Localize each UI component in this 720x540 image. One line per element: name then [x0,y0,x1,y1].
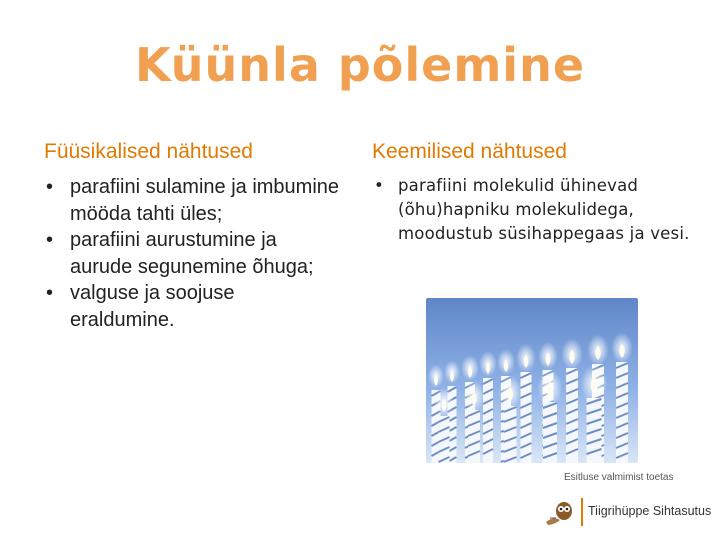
chemical-phenomena-column [372,140,702,246]
slide-title: Küünla põlemine [134,38,586,92]
candle [504,406,517,463]
foundation-logo [544,494,714,530]
chemical-heading: Keemilised nähtused [372,140,567,163]
physical-list [44,174,344,333]
list-item: • parafiini molekulid ühinevad (õhu)hapniku molekulidega, moodustub süsihappegaas ja vesi. [372,174,702,246]
logo-text: Tiigrihüppe Sihtasutus [588,504,712,518]
physical-heading: Füüsikalised nähtused [44,140,253,163]
candles-photo [426,298,638,463]
list-item: • valguse ja soojuse eraldumine. [44,280,344,333]
list-item: • parafiini aurustumine ja aurude segunemine õhuga; [44,227,344,280]
tiger-leap-icon [544,494,580,530]
physical-phenomena-column [44,140,344,333]
chemical-list [372,174,702,246]
list-item: • parafiini sulamine ja imbumine mööda tahti üles; [44,174,344,227]
support-text: Esitluse valmimist toetas [564,472,674,483]
logo-divider [581,498,583,526]
